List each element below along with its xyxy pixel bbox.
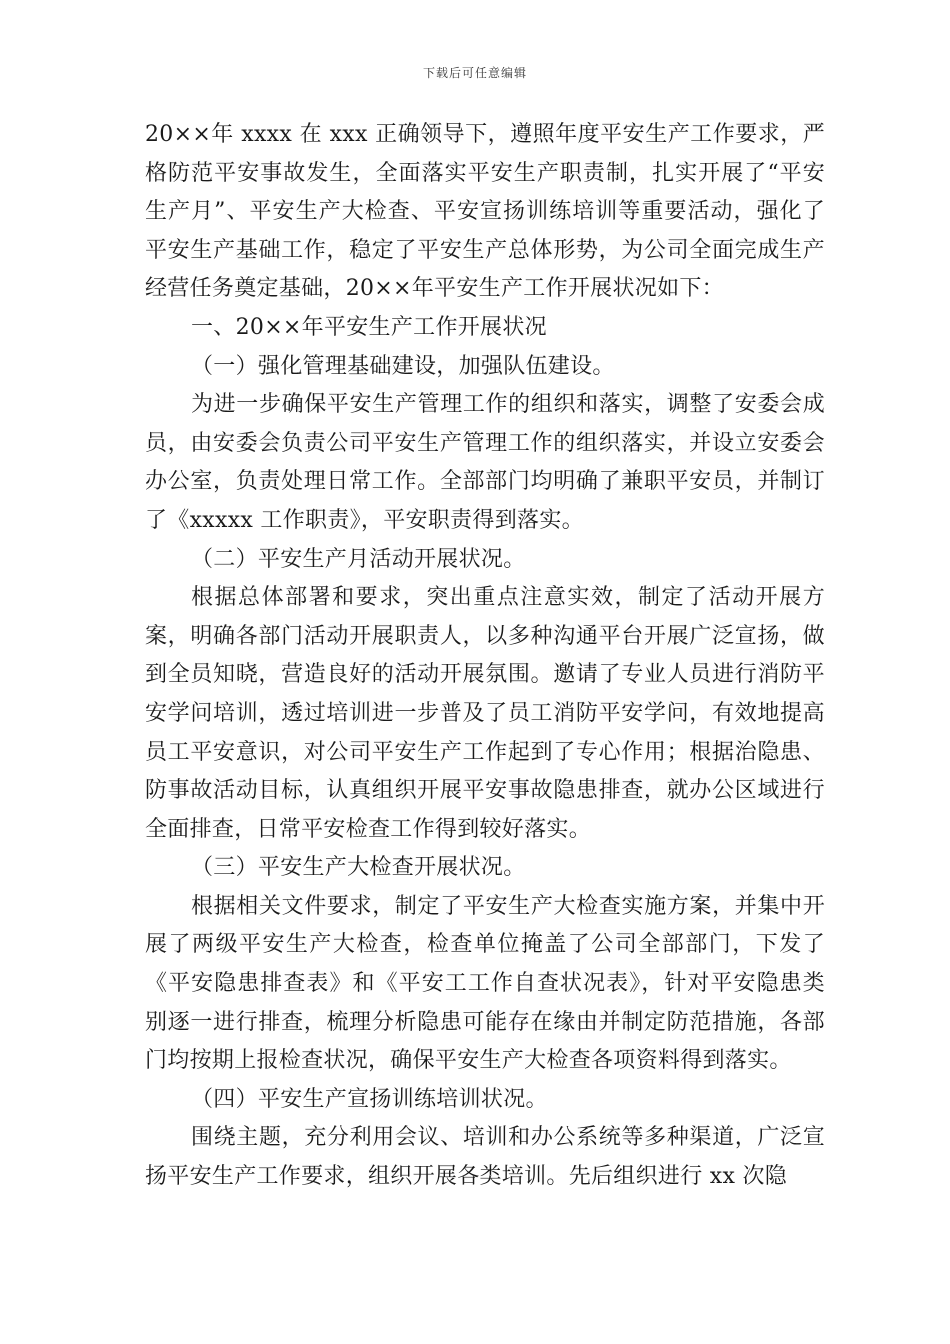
intro-paragraph: 20××年 xxxx 在 xxx 正确领导下，遵照年度平安生产工作要求，严格防范平安事故发生，全面落实平安生产职责制，扎实开展了“平安生产月”、平安生产大检查、平安宣扬训练培训等重要活动，强化了平安生产基础工作，稳定了平安生产总体形势，为公司全面完成生产经营任务奠定基础，20××年平安生产工作开展状况如下：	[145, 122, 825, 302]
subsection-heading: （二）平安生产月活动开展状况。	[191, 546, 526, 572]
body-paragraph: 围绕主题，充分利用会议、培训和办公系统等多种渠道，广泛宣扬平安生产工作要求，组织开展各类培训。先后组织进行 xx 次隐	[145, 1125, 825, 1190]
body-paragraph: 为进一步确保平安生产管理工作的组织和落实，调整了安委会成员，由安委会负责公司平安生产管理工作的组织落实，并设立安委会办公室，负责处理日常工作。全部部门均明确了兼职平安员，并制订了《xxxxx 工作职责》，平安职责得到落实。	[145, 392, 825, 533]
body-paragraph: 根据相关文件要求，制定了平安生产大检查实施方案，并集中开展了两级平安生产大检查，检查单位掩盖了公司全部部门，下发了《平安隐患排查表》和《平安工工作自查状况表》，针对平安隐患类别逐一进行排查，梳理分析隐患可能存在缘由并制定防范措施，各部门均按期上报检查状况，确保平安生产大检查各项资料得到落实。	[145, 893, 825, 1074]
document-body	[145, 116, 825, 1197]
subsection-heading: （三）平安生产大检查开展状况。	[191, 855, 526, 881]
subsection-heading: （一）强化管理基础建设，加强队伍建设。	[191, 353, 615, 379]
section-heading: 一、20××年平安生产工作开展状况	[191, 314, 547, 340]
page-header: 下载后可任意编辑	[422, 66, 527, 80]
body-paragraph: 根据总体部署和要求，突出重点注意实效，制定了活动开展方案，明确各部门活动开展职责人，以多种沟通平台开展广泛宣扬，做到全员知晓，营造良好的活动开展氛围。邀请了专业人员进行消防平安学问培训，透过培训进一步普及了员工消防平安学问，有效地提高员工平安意识，对公司平安生产工作起到了专心作用；根据治隐患、防事故活动目标，认真组织开展平安事故隐患排查，就办公区域进行全面排查，日常平安检查工作得到较好落实。	[145, 585, 825, 842]
subsection-heading: （四）平安生产宣扬训练培训状况。	[191, 1086, 548, 1112]
